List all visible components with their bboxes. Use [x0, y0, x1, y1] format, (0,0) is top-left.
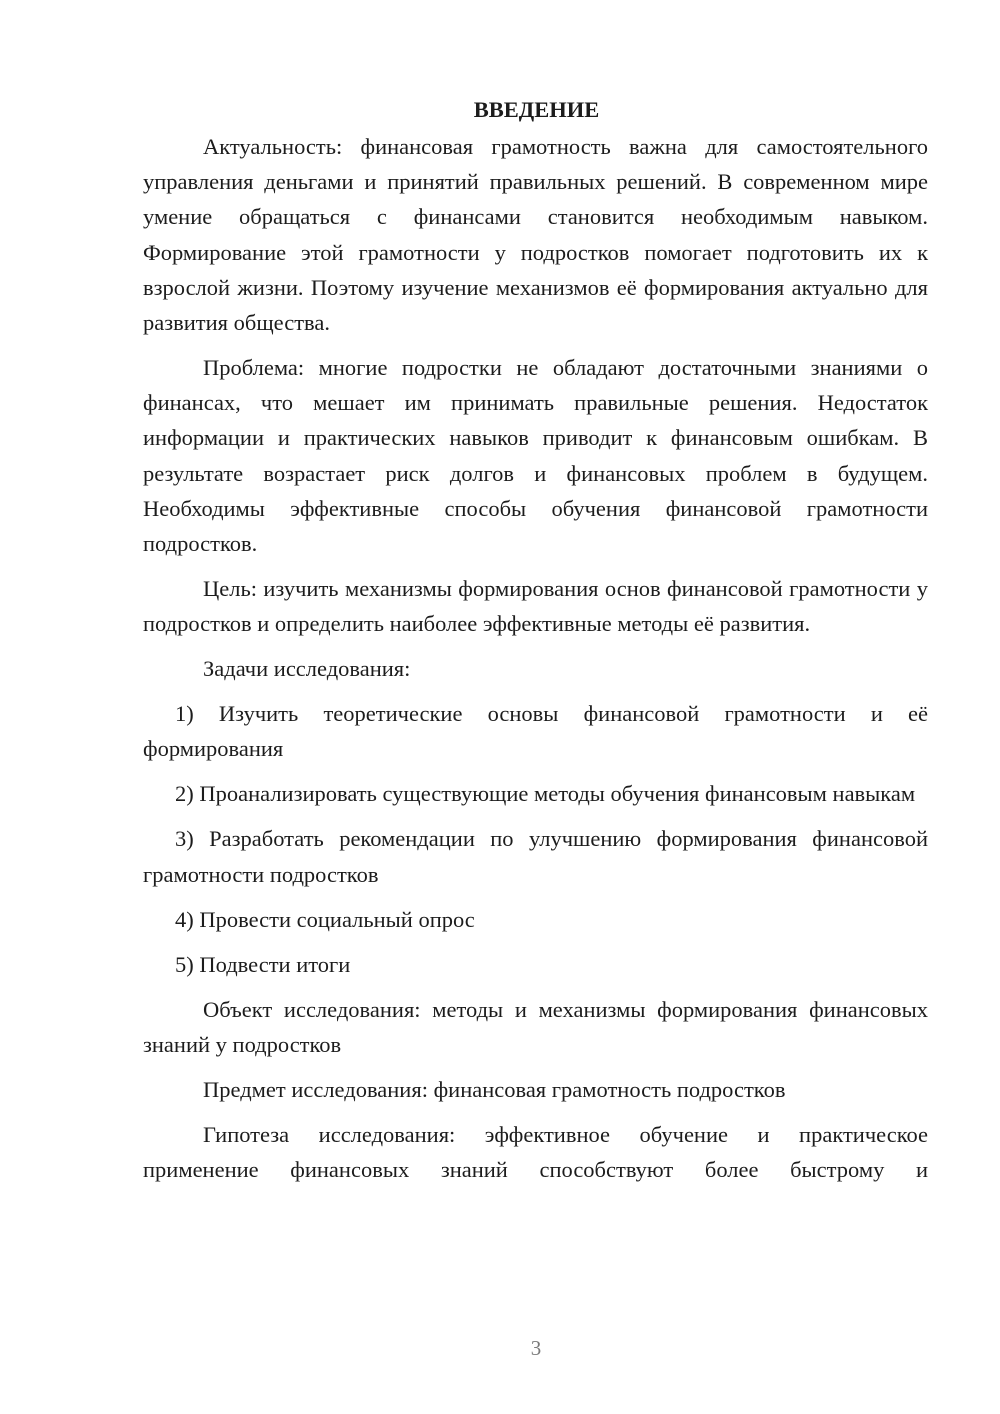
text-column — [143, 92, 928, 1187]
paragraph-goal: Цель: изучить механизмы формирования основ финансовой грамотности у подростков и определить наиболее эффективные методы её развития. — [143, 576, 928, 637]
task-item: 2) Проанализировать существующие методы обучения финансовым навыкам — [175, 781, 916, 807]
paragraph-tasks-heading: Задачи исследования: — [203, 656, 411, 682]
task-item: 1) Изучить теоретические основы финансовой грамотности и её формирования — [143, 701, 928, 762]
paragraph-hypothesis: Гипотеза исследования: эффективное обучение и практическое применение финансовых знаний способствуют более быстрому и — [143, 1121, 928, 1183]
section-title: ВВЕДЕНИЕ — [473, 97, 600, 122]
task-item: 4) Провести социальный опрос — [175, 906, 475, 932]
page-number: 3 — [530, 1336, 542, 1360]
task-item: 5) Подвести итоги — [175, 951, 351, 977]
task-item: 3) Разработать рекомендации по улучшению формирования финансовой грамотности подростков — [143, 826, 928, 887]
paragraph-subject: Предмет исследования: финансовая грамотность подростков — [203, 1076, 786, 1102]
paragraph-problem: Проблема: многие подростки не обладают достаточными знаниями о финансах, что мешает им принимать правильные решения. Недостаток информации и практических навыков приводит к финансовым ошибкам. В результате возрастает риск долгов и финансовых проблем в будущем. Необходимы эффективные способы обучения финансовой грамотности подростков. — [143, 355, 928, 557]
paragraph-object: Объект исследования: методы и механизмы формирования финансовых знаний у подростков — [143, 996, 928, 1057]
paragraph-relevance: Актуальность: финансовая грамотность важна для самостоятельного управления деньгами и принятий правильных решений. В современном мире умение обращаться с финансами становится необходимым навыком. Формирование этой грамотности у подростков помогает подготовить их к взрослой жизни. Поэтому изучение механизмов её формирования актуально для развития общества. — [143, 134, 928, 336]
